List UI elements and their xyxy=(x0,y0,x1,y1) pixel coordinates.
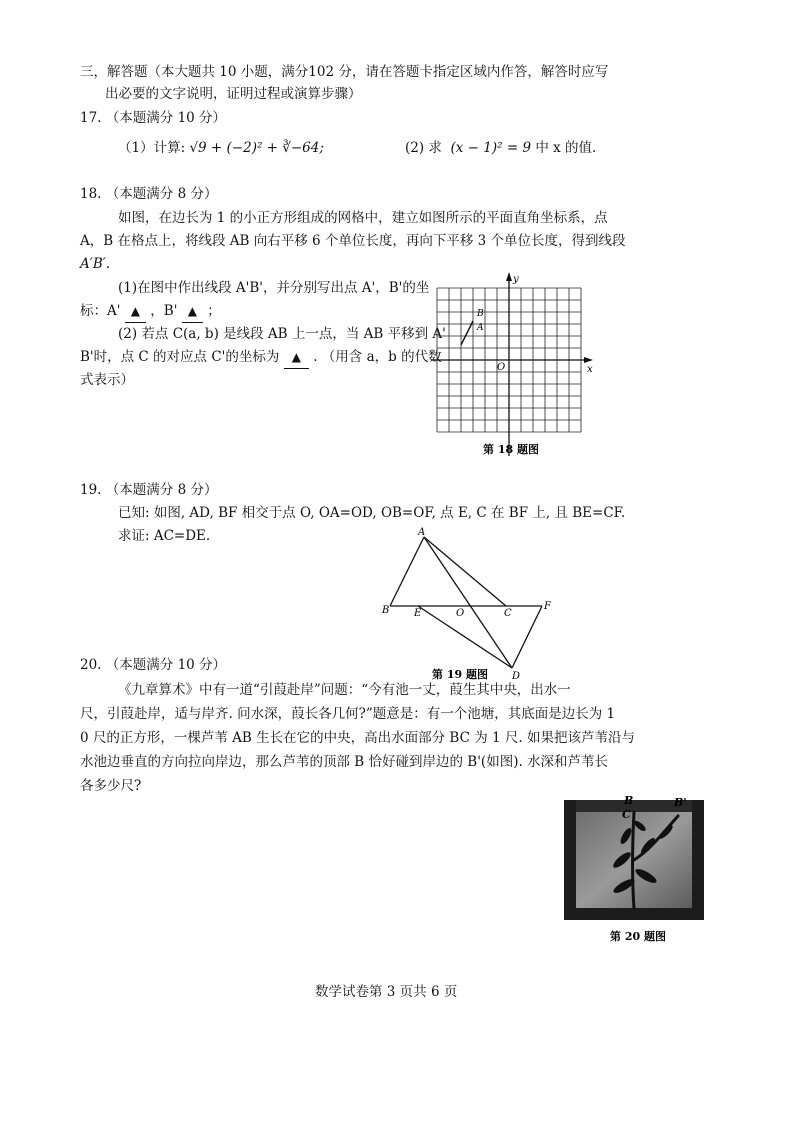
q17-part2 xyxy=(405,138,596,159)
q19-number: 19. xyxy=(80,482,102,498)
origin-label: O xyxy=(497,362,506,373)
figure-19 xyxy=(378,525,568,683)
q17-header xyxy=(80,108,226,129)
q17-part2-expr: (x − 1)² = 9 xyxy=(450,140,532,156)
answer-blank-C: ▲ xyxy=(284,347,309,369)
fig19-label-C: C xyxy=(504,608,512,619)
fig20-label-C: C xyxy=(622,808,631,821)
figure-18-grid xyxy=(425,268,605,460)
q19-header xyxy=(80,480,217,501)
q18-text-2: A，B 在格点上，将线段 AB 向右平移 6 个单位长度，再向下平移 3 个单位长度，得到线段 xyxy=(80,233,626,249)
fig19-label-D: D xyxy=(512,671,521,682)
q17-number: 17. xyxy=(80,110,102,126)
point-B-label: B xyxy=(477,309,484,319)
axis-y-label: y xyxy=(513,274,519,285)
page-footer: 数学试卷第 3 页共 6 页 xyxy=(315,984,458,1000)
fig19-label-O: O xyxy=(456,608,465,619)
q18-text-3: A′B′. xyxy=(80,256,111,272)
q19-score: （本题满分 8 分） xyxy=(105,482,218,498)
q20-number: 20. xyxy=(80,657,102,673)
axis-x-label: x xyxy=(587,364,593,375)
q20-text-3: 0 尺的正方形，一棵芦苇 AB 生长在它的中央，高出水面部分 BC 为 1 尺. 如果把该芦苇沿与 xyxy=(80,730,635,746)
q17-part2-label: (2) 求 xyxy=(405,140,442,156)
q20-text-1: 《九章算术》中有一道“引葭赴岸”问题：“今有池一丈，葭生其中央，出水一 xyxy=(118,682,571,698)
q20-text-4: 水池边垂直的方向拉向岸边，那么芦苇的顶部 B 恰好碰到岸边的 B'(如图). 水深和芦苇长 xyxy=(80,754,609,770)
q17-part1-expr: √9 + (−2)² + ∛−64; xyxy=(189,140,324,156)
fig19-label-F: F xyxy=(544,601,551,612)
q19-prove: 求证: AC=DE. xyxy=(118,528,211,544)
q18-number: 18. xyxy=(80,186,102,202)
answer-blank-B: ▲ xyxy=(182,301,203,323)
q18-sub1-line2: 标：A' ▲ ，B' ▲ ； xyxy=(80,301,221,323)
q20-text-2: 尺，引葭赴岸，适与岸齐. 问水深，葭长各几何?”题意是：有一个池塘，其底面是边长为 1 xyxy=(80,706,616,722)
q19-given: 已知: 如图, AD, BF 相交于点 O, OA=OD, OB=OF, 点 E, C 在 BF 上, 且 BE=CF. xyxy=(118,505,626,521)
fig20-label-B: B xyxy=(624,794,634,807)
fig20-label-Bprime: B' xyxy=(674,796,687,809)
section-title-line1: 三，解答题（本大题共 10 小题，满分102 分，请在答题卡指定区域内作答，解答时应写 xyxy=(80,64,609,80)
q17-part1 xyxy=(118,138,324,159)
point-A-label: A xyxy=(477,323,484,333)
q17-score: （本题满分 10 分） xyxy=(105,110,227,126)
q17-part1-label: （1）计算: xyxy=(118,140,186,156)
section-title-line2: 出必要的文字说明，证明过程或演算步骤） xyxy=(105,86,362,102)
q18-header xyxy=(80,184,217,205)
q20-text-5: 各多少尺? xyxy=(80,778,142,794)
q18-sub2-line2: B'时，点 C 的对应点 C'的坐标为 ▲ . （用含 a，b 的代数 xyxy=(80,347,442,369)
fig19-label-E: E xyxy=(414,608,422,619)
figure-18-caption: 第 18 题图 xyxy=(483,443,539,456)
figure-20-caption: 第 20 题图 xyxy=(610,930,666,943)
q18-sub2-line3: 式表示） xyxy=(80,372,134,388)
fig19-label-A: A xyxy=(418,527,426,538)
q20-header xyxy=(80,655,226,676)
fig19-label-B: B xyxy=(382,605,390,616)
q18-sub1-line1: (1)在图中作出线段 A'B'，并分别写出点 A'，B'的坐 xyxy=(118,280,430,296)
q18-text-1: 如图，在边长为 1 的小正方形组成的网格中，建立如图所示的平面直角坐标系，点 xyxy=(118,210,608,226)
figure-19-caption: 第 19 题图 xyxy=(432,668,488,681)
q18-score: （本题满分 8 分） xyxy=(105,186,218,202)
answer-blank-A: ▲ xyxy=(125,301,146,323)
q17-part2-tail: 中 x 的值. xyxy=(535,140,597,156)
q18-sub2-line1: (2) 若点 C(a, b) 是线段 AB 上一点，当 AB 平移到 A' xyxy=(118,326,446,342)
figure-20 xyxy=(562,790,710,950)
q20-score: （本题满分 10 分） xyxy=(105,657,227,673)
